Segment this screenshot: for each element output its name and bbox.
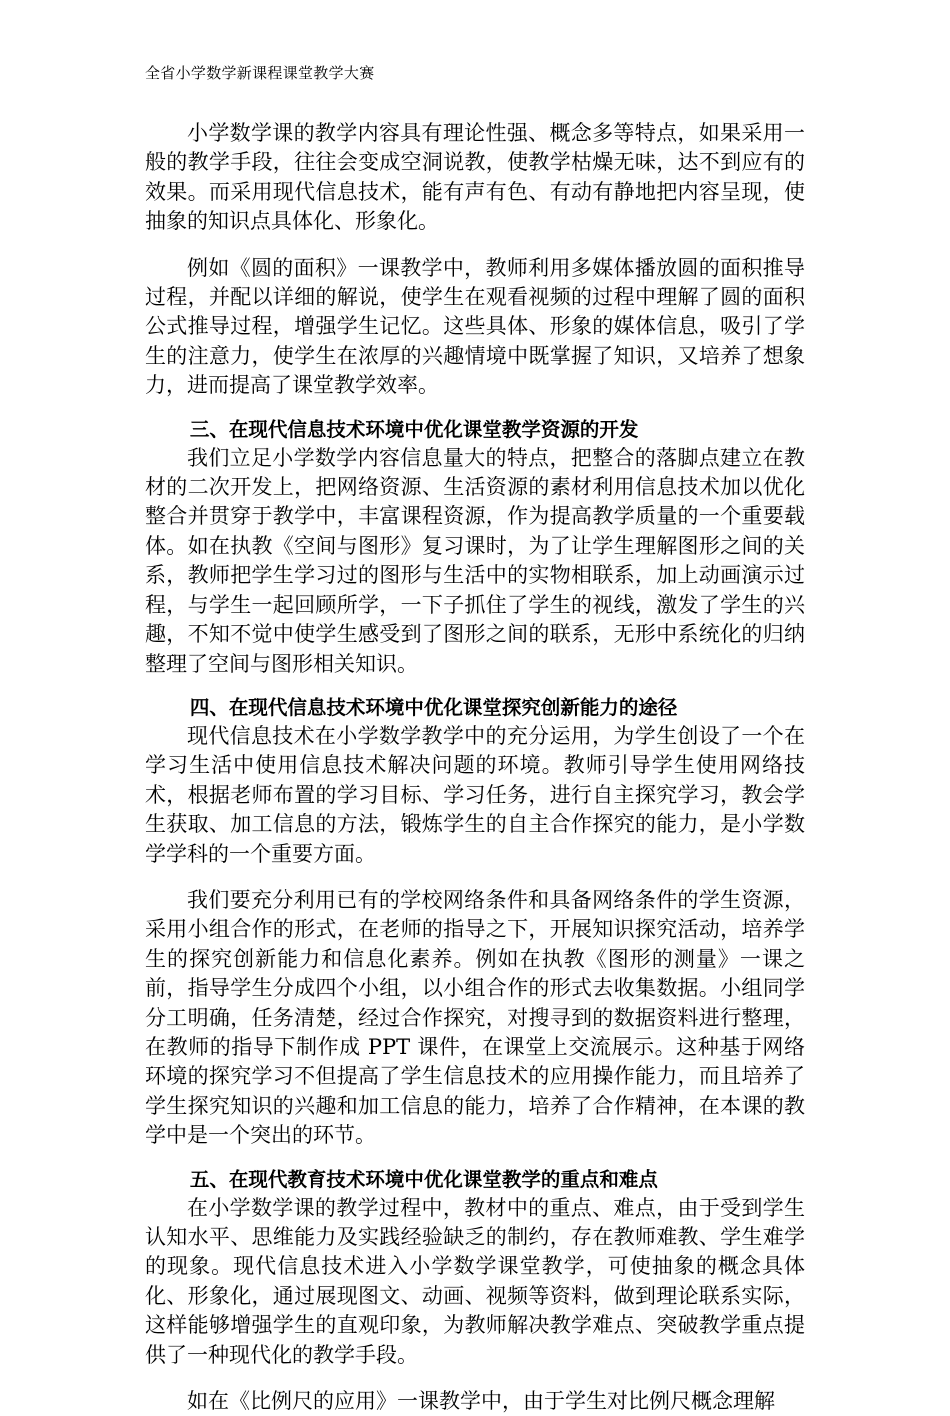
paragraph-2: 例如《圆的面积》一课教学中，教师利用多媒体播放圆的面积推导过程，并配以详细的解说，使学生在观看视频的过程中理解了圆的面积公式推导过程，增强学生记忆。这些具体、形象的媒体信息，吸引了学生的注意力，使学生在浓厚的兴趣情境中既掌握了知识，又培养了想象力，进而提高了课堂教学效率。 [145, 255, 805, 398]
section-heading-5: 五、在现代教育技术环境中优化课堂教学的重点和难点 [189, 1167, 658, 1191]
paragraph-6: 在小学数学课的教学过程中，教材中的重点、难点，由于受到学生认知水平、思维能力及实践经验缺乏的制约，存在教师难教、学生难学的现象。现代信息技术进入小学数学课堂教学，可使抽象的概念具体化、形象化，通过展现图文、动画、视频等资料，做到理论联系实际，这样能够增强学生的直观印象，为教师解决教学难点、突破教学重点提供了一种现代化的教学手段。 [145, 1195, 805, 1367]
page-header: 全省小学数学新课程课堂教学大赛 [145, 64, 375, 82]
paragraph-5: 我们要充分利用已有的学校网络条件和具备网络条件的学生资源，采用小组合作的形式，在老师的指导之下，开展知识探究活动，培养学生的探究创新能力和信息化素养。例如在执教《图形的测量》一课之前，指导学生分成四个小组，以小组合作的形式去收集数据。小组同学分工明确，任务清楚，经过合作探究，对搜寻到的数据资料进行整理，在教师的指导下制作成 PPT 课件，在课堂上交流展示。这种基于网络环境的探究学习不但提高了学生信息技术的应用操作能力，而且培养了学生探究知识的兴趣和加工信息的能力，培养了合作精神，在本课的教学中是一个突出的环节。 [145, 887, 805, 1148]
section-heading-3: 三、在现代信息技术环境中优化课堂教学资源的开发 [189, 417, 639, 441]
paragraph-7: 如在《比例尺的应用》一课教学中，由于学生对比例尺概念理解 [187, 1389, 775, 1414]
document-body [145, 119, 805, 1416]
paragraph-3: 我们立足小学数学内容信息量大的特点，把整合的落脚点建立在教材的二次开发上，把网络资源、生活资源的素材利用信息技术加以优化整合并贯穿于教学中，丰富课程资源，作为提高教学质量的一个重要载体。如在执教《空间与图形》复习课时，为了让学生理解图形之间的关系，教师把学生学习过的图形与生活中的实物相联系，加上动画演示过程，与学生一起回顾所学，一下子抓住了学生的视线，激发了学生的兴趣，不知不觉中使学生感受到了图形之间的联系，无形中系统化的归纳整理了空间与图形相关知识。 [145, 445, 805, 676]
paragraph-4: 现代信息技术在小学数学教学中的充分运用，为学生创设了一个在学习生活中使用信息技术解决问题的环境。教师引导学生使用网络技术，根据老师布置的学习目标、学习任务，进行自主探究学习，教会学生获取、加工信息的方法，锻炼学生的自主合作探究的能力，是小学数学学科的一个重要方面。 [145, 723, 805, 866]
paragraph-1: 小学数学课的教学内容具有理论性强、概念多等特点，如果采用一般的教学手段，往往会变成空洞说教，使教学枯燥无味，达不到应有的效果。而采用现代信息技术，能有声有色、有动有静地把内容呈现，使抽象的知识点具体化、形象化。 [145, 121, 805, 234]
section-heading-4: 四、在现代信息技术环境中优化课堂探究创新能力的途径 [189, 695, 678, 719]
